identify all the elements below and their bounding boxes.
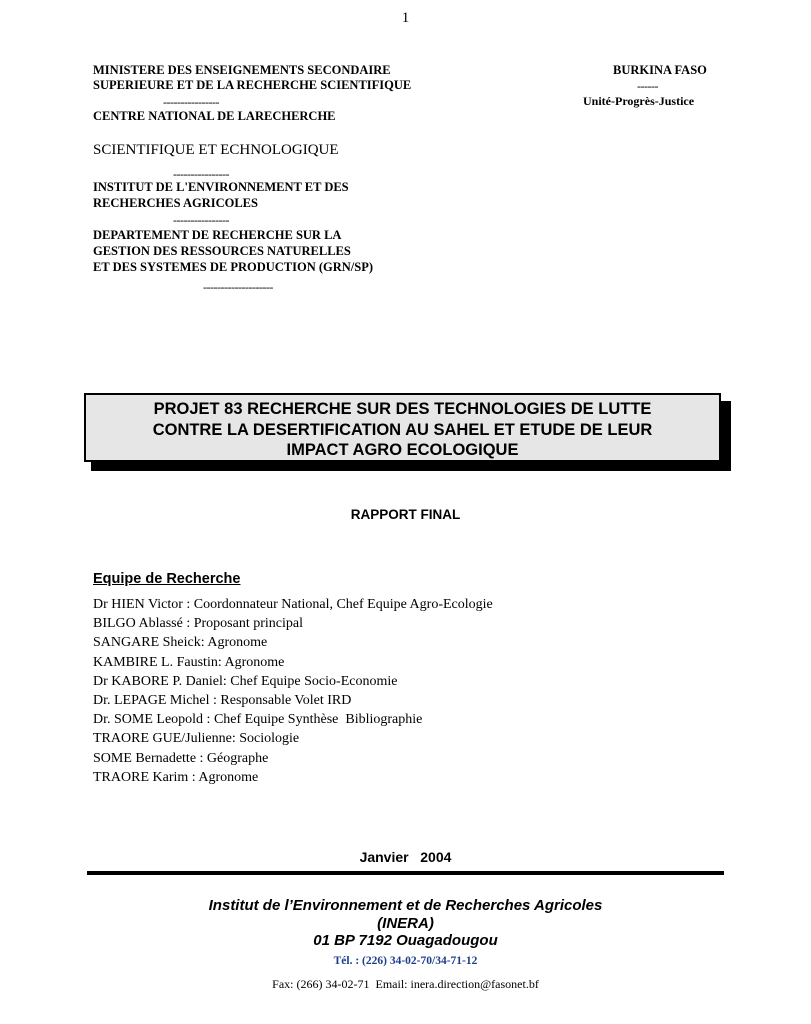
report-date: Janvier 2004 <box>359 849 452 865</box>
country-name: BURKINA FASO <box>613 63 707 77</box>
footer-divider <box>87 871 724 875</box>
team-member-list <box>93 595 493 787</box>
team-member: KAMBIRE L. Faustin: Agronome <box>93 654 285 670</box>
country-separator: ------ <box>637 79 658 93</box>
team-member: Dr. LEPAGE Michel : Responsable Volet IRD <box>93 693 352 709</box>
project-title-line-3: IMPACT AGRO ECOLOGIQUE <box>286 441 519 459</box>
team-member: Dr. SOME Leopold : Chef Equipe Synthèse Bibliographie <box>93 712 423 728</box>
team-member: TRAORE Karim : Agronome <box>93 769 259 785</box>
header-separator-4: -------------------- <box>203 280 273 294</box>
institute-line-1: INSTITUT DE L'ENVIRONNEMENT ET DES <box>93 180 349 194</box>
team-member: BILGO Ablassé : Proposant principal <box>93 616 303 632</box>
footer-postal-address: 01 BP 7192 Ouagadougou <box>313 932 498 949</box>
team-member: SOME Bernadette : Géographe <box>93 750 269 766</box>
project-title-line-1: PROJET 83 RECHERCHE SUR DES TECHNOLOGIES DE LUTTE <box>153 400 652 418</box>
centre-line-1: CENTRE NATIONAL DE LARECHERCHE <box>93 109 336 123</box>
department-line-2: GESTION DES RESSOURCES NATURELLES <box>93 244 351 258</box>
department-line-3: ET DES SYSTEMES DE PRODUCTION (GRN/SP) <box>93 260 374 274</box>
header-separator-2: ---------------- <box>173 167 229 181</box>
team-heading: Equipe de Recherche <box>93 571 241 587</box>
department-line-1: DEPARTEMENT DE RECHERCHE SUR LA <box>93 228 342 242</box>
footer-institute: Institut de l’Environnement et de Recherches Agricoles <box>208 897 603 914</box>
footer-fax-email: Fax: (266) 34-02-71 Email: inera.direction@fasonet.bf <box>272 977 539 991</box>
ministry-line-2: SUPERIEURE ET DE LA RECHERCHE SCIENTIFIQUE <box>93 78 412 92</box>
project-title-line-2: CONTRE LA DESERTIFICATION AU SAHEL ET ETUDE DE LEUR <box>152 420 653 439</box>
team-member: Dr HIEN Victor : Coordonnateur National, Chef Equipe Agro-Ecologie <box>93 597 493 612</box>
centre-line-2: SCIENTIFIQUE ET ECHNOLOGIQUE <box>93 142 339 158</box>
footer-acronym: (INERA) <box>377 914 434 932</box>
institute-line-2: RECHERCHES AGRICOLES <box>93 196 258 210</box>
report-type: RAPPORT FINAL <box>350 507 461 522</box>
footer-address-block <box>0 897 811 950</box>
header-separator-3: ---------------- <box>173 213 229 227</box>
team-member: Dr KABORE P. Daniel: Chef Equipe Socio-Economie <box>93 673 398 689</box>
ministry-line-1: MINISTERE DES ENSEIGNEMENTS SECONDAIRE <box>93 63 391 77</box>
page-number: 1 <box>401 10 410 26</box>
team-member: SANGARE Sheick: Agronome <box>93 635 268 651</box>
header-separator-1: ---------------- <box>163 95 219 109</box>
footer-phone: Tél. : (226) 34-02-70/34-71-12 <box>333 955 478 967</box>
project-title-box <box>84 393 721 462</box>
team-member: TRAORE GUE/Julienne: Sociologie <box>93 731 300 747</box>
national-motto: Unité-Progrès-Justice <box>583 94 695 108</box>
